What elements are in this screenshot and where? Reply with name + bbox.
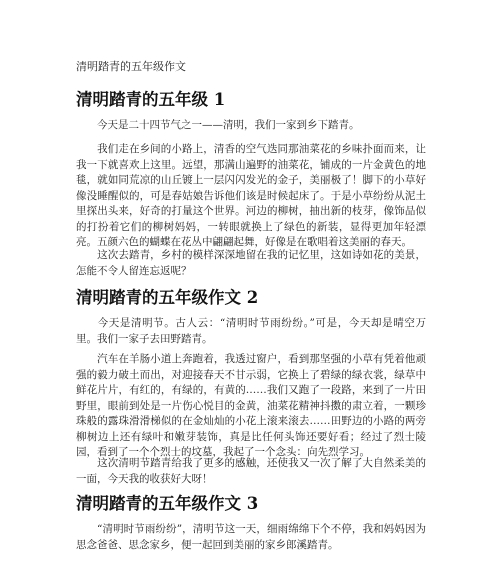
section-1-paragraph-2 [76,142,426,251]
paragraph-text: 我们走在乡间的小路上，清香的空气迭同那油菜花的乡味扑面而来，让我一下就喜欢上这里。远望，那满山遍野的油菜花，铺成的一片金黄色的地毯，就如同荒凉的山丘镀上一层闪闪发光的金子，美丽极了！脚下的小草好像没睡醒似的，可是春姑娘告诉他们该是时候起床了。于是小草纷纷从泥土里探出头来，好奇的打量这个世界。河边的柳树，抽出新的枝芽，像饰品似的打扮着它们的柳树妈妈，一转眼就换上了绿色的新装，显得更加年轻漂亮。五颜六色的蝴蝶在花丛中翩翩起舞，好像是在歌唱着这美丽的春天。 [76,143,426,248]
section-heading-2: 清明踏青的五年级作文 2 [76,288,259,307]
section-2-paragraph-3 [76,456,426,487]
paragraph-text: “清明时节雨纷纷”，清明节这一天，细雨绵绵下个不停，我和妈妈因为思念爸爸、思念家乡，便一起回到美丽的家乡郎溪踏青。 [76,523,426,551]
section-1-paragraph-1 [76,118,426,134]
section-heading-1: 清明踏青的五年级 1 [76,90,226,109]
paragraph-text: 汽车在羊肠小道上奔跑着，我透过窗户，看到那坚强的小草有凭着他顽强的毅力破土而出，对迎接春天不甘示弱，它换上了碧绿的绿衣裳，绿草中鲜花片片，有红的，有绿的，有黄的……我们又跑了一段路，来到了一片田野里，眼前到处是一片伤心悦目的金黄，油菜花精神抖擞的肃立着，一颗珍珠般的露珠滑滑梯似的在金灿灿的小花上滚来滚去……田野边的小路的两旁柳树边上还有绿叶和嫩芽装饰，真是比任何头饰还要好看；经过了烈士陵园，看到了一个个烈士的坟墓，我起了一个念头：向先烈学习。 [76,353,426,458]
paragraph-text: 这次去踏青，乡村的模样深深地留在我的记忆里，这如诗如花的美景，怎能不令人留连忘返呢？ [76,249,426,277]
section-1-paragraph-3 [76,248,426,279]
section-2-paragraph-1 [76,316,426,347]
section-3-paragraph-1 [76,522,426,553]
paragraph-text: 今天是清明节。古人云：“清明时节雨纷纷。”可是，今天却是晴空万里。我们一家子去田野踏青。 [76,317,426,345]
document-title: 清明踏青的五年级作文 [76,60,186,73]
paragraph-text: 今天是二十四节气之一——清明，我们一家到乡下踏青。 [97,119,360,131]
section-heading-3: 清明踏青的五年级作文 3 [76,494,259,513]
paragraph-text: 这次清明节踏青给我了更多的感触，还使我又一次了解了大自然柔美的一面，今天我的收获好大呀！ [76,457,426,485]
section-2-paragraph-2 [76,352,426,461]
